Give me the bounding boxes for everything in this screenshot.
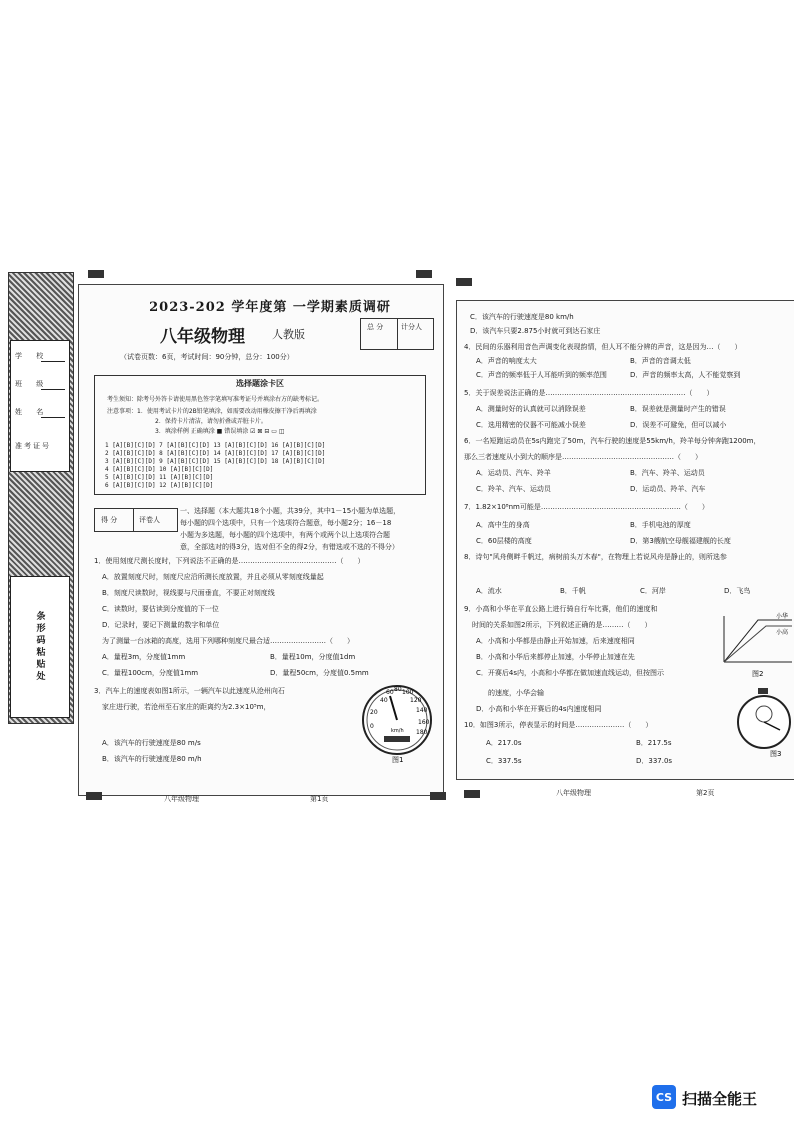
option: A．放置刻度尺时，刻度尺应沿所测长度放置，并且必须从零刻度线量起 (102, 573, 324, 581)
bubble-row[interactable]: 5 [A][B][C][D] 11 [A][B][C][D] (105, 474, 214, 481)
right-page-line: D．声音的频率太高，人不能觉察到 (630, 371, 741, 379)
corner-mark (456, 278, 472, 286)
right-page-line: A．217.0s (486, 739, 522, 747)
grader-header: 计分人 (401, 323, 422, 331)
edition-label: 人教版 (272, 328, 305, 341)
velocity-time-graph (714, 612, 794, 680)
question-1: 1．使用刻度尺测长度时，下列说法不正确的是……………………………………（ ） (94, 557, 365, 565)
right-page-line: 那么三者速度从小到大的顺序是…………………………………………（ ） (464, 453, 702, 461)
tick-label: 0 (370, 723, 374, 730)
figure-caption: 图2 (752, 670, 764, 678)
right-page-line: D．第3艘航空母舰福建舰的长度 (630, 537, 731, 545)
corner-mark (430, 792, 446, 800)
right-page-line: C．选用精密的仪器不可能减小误差 (476, 421, 586, 429)
barcode-area: 条形码粘贴处 (10, 576, 70, 718)
figure-caption: 图1 (392, 756, 404, 764)
bubble-row[interactable]: 1 [A][B][C][D] 7 [A][B][C][D] 13 [A][B][C][D] 16 [A][B][C][D] (105, 442, 326, 449)
score-header: 总 分 (367, 323, 384, 331)
card-rule-1: 注意事项：1．使用考试卡片的2B铅笔填涂，如需要改动用橡皮擦干净后再填涂 (107, 408, 317, 415)
exam-title: 2023-202 学年度第 一学期素质调研 (149, 300, 391, 315)
right-page-line: 4．民间的乐器利用音色声调变化表现韵情，但人耳不能分辨的声音，这是因为…（ ） (464, 343, 742, 351)
tick-label: 160 (418, 719, 430, 726)
card-rule-2: 2．保持卡片清洁，请勿折叠或弄脏卡片。 (155, 418, 267, 425)
defen-divider (133, 509, 134, 531)
right-page-line: 10．如图3所示，停表显示的时间是…………………（ ） (464, 721, 653, 729)
right-page-line: A．声音的响度太大 (476, 357, 537, 365)
speed-unit: km/h (391, 728, 404, 734)
footer-subject: 八年级物理 (556, 789, 591, 797)
option: B．量程10m，分度值1dm (270, 653, 356, 661)
right-page-line: C．羚羊、汽车、运动员 (476, 485, 551, 493)
right-page-line: 时间的关系如图2所示，下列叙述正确的是………（ ） (472, 621, 652, 629)
name-line (41, 417, 65, 418)
corner-mark (88, 270, 104, 278)
question-3: 3．汽车上的速度表如图1所示，一辆汽车以此速度从沧州向石 (94, 687, 285, 695)
right-page-line: A．测量时好的认真就可以消除误差 (476, 405, 586, 413)
exam-meta: （试卷页数：6页，考试时间：90分钟，总分：100分） (120, 353, 294, 361)
series-label: 小华 (776, 613, 789, 620)
right-page-line: B．千帆 (560, 587, 586, 595)
school-line (41, 361, 65, 362)
right-page-line: C．该汽车的行驶速度是80 km/h (470, 313, 574, 321)
right-page-line: 7．1.82×10⁸nm可能是……………………………………………………（ ） (464, 503, 709, 511)
footer-subject: 八年级物理 (164, 795, 199, 803)
option: B．刻度尺读数时，视线要与尺面垂直，不要正对刻度线 (102, 589, 275, 597)
footer-page: 第2页 (696, 789, 715, 797)
speedometer-figure (358, 682, 436, 766)
camscanner-logo-icon: CS (652, 1085, 676, 1109)
right-page-line: D．小高和小华在开赛后的4s内速度相同 (476, 705, 602, 713)
odometer (384, 736, 410, 742)
right-page-line: B．声音的音调太低 (630, 357, 691, 365)
bubble-row[interactable]: 4 [A][B][C][D] 10 [A][B][C][D] (105, 466, 214, 473)
right-page-line: 的速度，小华会输 (488, 689, 544, 697)
bubble-row[interactable]: 3 [A][B][C][D] 9 [A][B][C][D] 15 [A][B][C][D] 18 [A][B][C][D] (105, 458, 326, 465)
right-page-line: C．337.5s (486, 757, 522, 765)
right-page-line: D．运动员、羚羊、汽车 (630, 485, 706, 493)
school-label: 学 校 (15, 352, 50, 360)
option: D．量程50cm，分度值0.5mm (270, 669, 369, 677)
defen-header: 得 分 (101, 516, 118, 524)
tick-label: 80 (394, 686, 402, 693)
option: B．该汽车的行驶速度是80 m/h (102, 755, 202, 763)
tick-label: 100 (402, 689, 414, 696)
bubble-row[interactable]: 2 [A][B][C][D] 8 [A][B][C][D] 14 [A][B][C][D] 17 [A][B][C][D] (105, 450, 326, 457)
right-page-line: D．该汽车只要2.875小时就可到达石家庄 (470, 327, 601, 335)
right-page-line: A．运动员、汽车、羚羊 (476, 469, 551, 477)
option: A．量程3m，分度值1mm (102, 653, 186, 661)
corner-mark (464, 790, 480, 798)
corner-mark (416, 270, 432, 278)
tick-label: 140 (416, 707, 428, 714)
right-page-line: A．小高和小华都是由静止开始加速，后来速度相同 (476, 637, 635, 645)
card-notice: 考生须知：除考号外答卡请使用黑色签字笔填写准考证号并填涂右方的缺考标记。 (107, 396, 324, 403)
student-info-box (10, 340, 70, 472)
right-page-line: B．217.5s (636, 739, 672, 747)
stopwatch-figure (730, 686, 794, 760)
tick-label: 120 (410, 697, 422, 704)
question-2: 为了测量一台冰箱的高度，选用下列哪种刻度尺最合适……………………（ ） (102, 637, 354, 645)
right-page-line: D．误差不可避免，但可以减小 (630, 421, 727, 429)
answer-card-title: 选择题涂卡区 (236, 379, 284, 388)
right-page-line: D．337.0s (636, 757, 673, 765)
card-rule-3: 3．填涂样例 正确填涂 ■ 错误填涂 ☑ ⊠ ⊟ ▭ ◫ (155, 428, 285, 435)
right-page-line: 5．关于误差说法正确的是……………………………………………………（ ） (464, 389, 714, 397)
right-page-line: D．飞鸟 (724, 587, 751, 595)
section-line: 每小题的四个选项中，只有一个选项符合题意，每小题2分；16－18 (180, 519, 392, 527)
right-page-line: 9．小高和小华在平直公路上进行骑自行车比赛，他们的速度和 (464, 605, 658, 613)
exam-no-label: 准考证号 (15, 442, 51, 450)
question-3-line: 家庄进行驶，若沧州至石家庄的距离约为2.3×10⁵m， (102, 703, 271, 711)
option: A．该汽车的行驶速度是80 m/s (102, 739, 201, 747)
right-page-line: B．小高和小华后来都停止加速，小华停止加速在先 (476, 653, 635, 661)
section-score-table (94, 508, 178, 532)
right-page-line: 8．诗句"风舟侧畔千帆过，病树前头万木春"，在物理上若说风舟是静止的，则所选参 (464, 553, 727, 561)
right-page-line: C．河岸 (640, 587, 666, 595)
section-title: 一、选择题（本大题共18个小题，共39分，其中1－15小题为单选题， (180, 507, 401, 515)
tick-label: 60 (386, 689, 394, 696)
section-line: 意，全部选对的得3分，选对但不全的得2分，有错选或不选的不得分） (180, 543, 399, 551)
bubble-row[interactable]: 6 [A][B][C][D] 12 [A][B][C][D] (105, 482, 214, 489)
camscanner-brand: 扫描全能王 (682, 1090, 758, 1108)
corner-mark (86, 792, 102, 800)
tick-label: 180 (416, 729, 428, 736)
right-page-line: B．手机电池的厚度 (630, 521, 691, 529)
right-page-line: 6．一名短跑运动员在5s内跑完了50m，汽车行驶的速度是55km/h，羚羊每分钟奔跑1200m， (464, 437, 761, 445)
footer-page: 第1页 (310, 795, 329, 803)
right-page-line: B．误差就是测量时产生的错误 (630, 405, 726, 413)
section-line: 小题为多选题，每小题的四个选项中，有两个或两个以上选项符合题 (180, 531, 390, 539)
answer-card (94, 375, 426, 495)
score-table (360, 318, 434, 350)
right-page-line: A．流水 (476, 587, 502, 595)
tick-label: 40 (380, 697, 388, 704)
name-label: 姓 名 (15, 408, 50, 416)
series-label: 小高 (776, 629, 789, 636)
right-page-line: C．开赛后4s内，小高和小华都在做加速直线运动，但按图示 (476, 669, 664, 677)
right-page-line: C．60层楼的高度 (476, 537, 532, 545)
stopwatch-crown (758, 688, 768, 694)
tick-label: 20 (370, 709, 378, 716)
right-page-line: C．声音的频率低于人耳能听到的频率范围 (476, 371, 607, 379)
option: C．读数时，要估读到分度值的下一位 (102, 605, 219, 613)
option: D．记录时，要记下测量的数字和单位 (102, 621, 220, 629)
right-page-line: B．汽车、羚羊、运动员 (630, 469, 705, 477)
right-page-line: A．高中生的身高 (476, 521, 530, 529)
grader-header: 评卷人 (139, 516, 160, 524)
class-label: 班 级 (15, 380, 50, 388)
option: C．量程100cm，分度值1mm (102, 669, 199, 677)
subject-title: 八年级物理 (160, 327, 245, 347)
figure-caption: 图3 (770, 750, 782, 758)
class-line (41, 389, 65, 390)
score-divider (397, 319, 398, 349)
